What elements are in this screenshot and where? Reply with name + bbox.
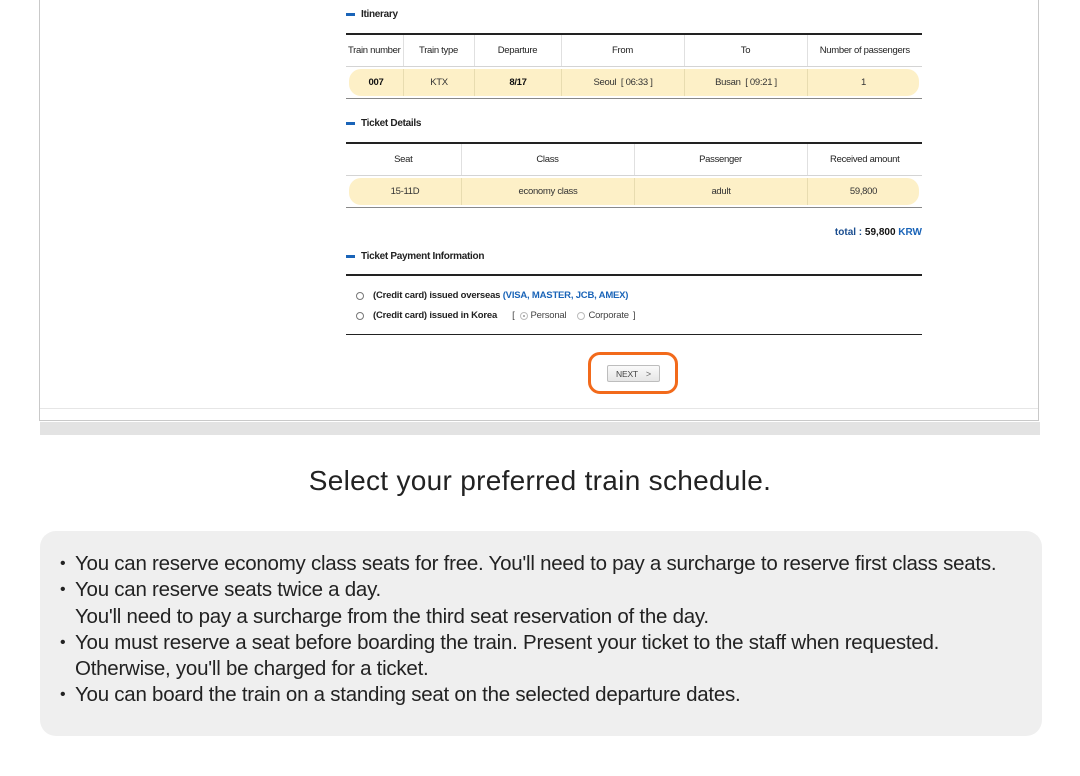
cell-train-type: KTX: [403, 69, 474, 96]
option-overseas-brands: (VISA, MASTER, JCB, AMEX): [502, 290, 629, 301]
section-marker-icon: [346, 13, 355, 16]
cell-passenger: adult: [634, 178, 807, 205]
list-item: • You can board the train on a standing seat on the selected departure dates.: [60, 682, 1042, 708]
total-currency: KRW: [895, 227, 922, 238]
header-passenger: Passenger: [634, 143, 807, 176]
frame-divider: [40, 408, 1038, 409]
payment-option-overseas[interactable]: [356, 290, 628, 301]
option-korea-label: (Credit card) issued in Korea: [373, 310, 498, 321]
caption-text: Select your preferred train schedule.: [308, 465, 772, 496]
total-value: 59,800: [864, 227, 896, 238]
notes-list: [60, 551, 1042, 709]
option-personal: Personal: [530, 310, 567, 321]
section-marker-icon: [346, 122, 355, 125]
ticket-header-row: [346, 143, 922, 176]
cell-seat: 15-11D: [349, 178, 461, 205]
table-row: [346, 67, 922, 99]
cell-passengers: 1: [807, 69, 919, 96]
header-train-type: Train type: [403, 34, 474, 67]
radio-personal[interactable]: [520, 312, 528, 320]
itinerary-title: Itinerary: [346, 9, 398, 20]
itinerary-table: [346, 33, 922, 99]
header-class: Class: [461, 143, 634, 176]
cell-train-number: 007: [349, 69, 403, 96]
payment-options: [346, 274, 922, 335]
header-received-amount: Received amount: [807, 143, 922, 176]
option-overseas-label: (Credit card) issued overseas: [373, 290, 501, 301]
section-marker-icon: [346, 255, 355, 258]
header-train-number: Train number: [346, 34, 403, 67]
cell-departure: 8/17: [474, 69, 561, 96]
header-departure: Departure: [474, 34, 561, 67]
header-from: From: [561, 34, 684, 67]
cell-class: economy class: [461, 178, 634, 205]
header-to: To: [684, 34, 807, 67]
radio-overseas[interactable]: [356, 292, 364, 300]
payment-option-korea[interactable]: [356, 310, 635, 321]
payment-title: Ticket Payment Information: [346, 251, 484, 262]
cell-to: Busan [ 09:21 ]: [684, 69, 807, 96]
list-item: • You can reserve seats twice a day. You'll need to pay a surcharge from the third seat reservation of the day.: [60, 577, 1042, 630]
radio-korea[interactable]: [356, 312, 364, 320]
card-type-group: [ Personal Corporate ]: [512, 310, 636, 321]
total-amount: [780, 227, 922, 238]
header-seat: Seat: [346, 143, 461, 176]
notes-box: [40, 531, 1042, 736]
next-button[interactable]: [607, 365, 660, 382]
option-corporate: Corporate: [588, 310, 629, 321]
radio-corporate[interactable]: [577, 312, 585, 320]
chevron-right-icon: >: [645, 368, 651, 379]
next-button-label: NEXT: [616, 368, 638, 379]
table-row: [346, 176, 922, 208]
total-label: total :: [834, 227, 865, 238]
cell-from: Seoul [ 06:33 ]: [561, 69, 684, 96]
list-item: • You must reserve a seat before boarding the train. Present your ticket to the staff when requested. Otherwise, you'll be charged for a ticket.: [60, 630, 1042, 683]
header-passengers: Number of passengers: [807, 34, 922, 67]
ticket-details-table: [346, 142, 922, 208]
ticket-details-title: Ticket Details: [346, 118, 421, 129]
list-item: • You can reserve economy class seats for free. You'll need to pay a surcharge to reserve first class seats.: [60, 551, 1042, 577]
cell-received-amount: 59,800: [807, 178, 919, 205]
itinerary-header-row: [346, 34, 922, 67]
frame-bottom-bar: [40, 422, 1040, 435]
